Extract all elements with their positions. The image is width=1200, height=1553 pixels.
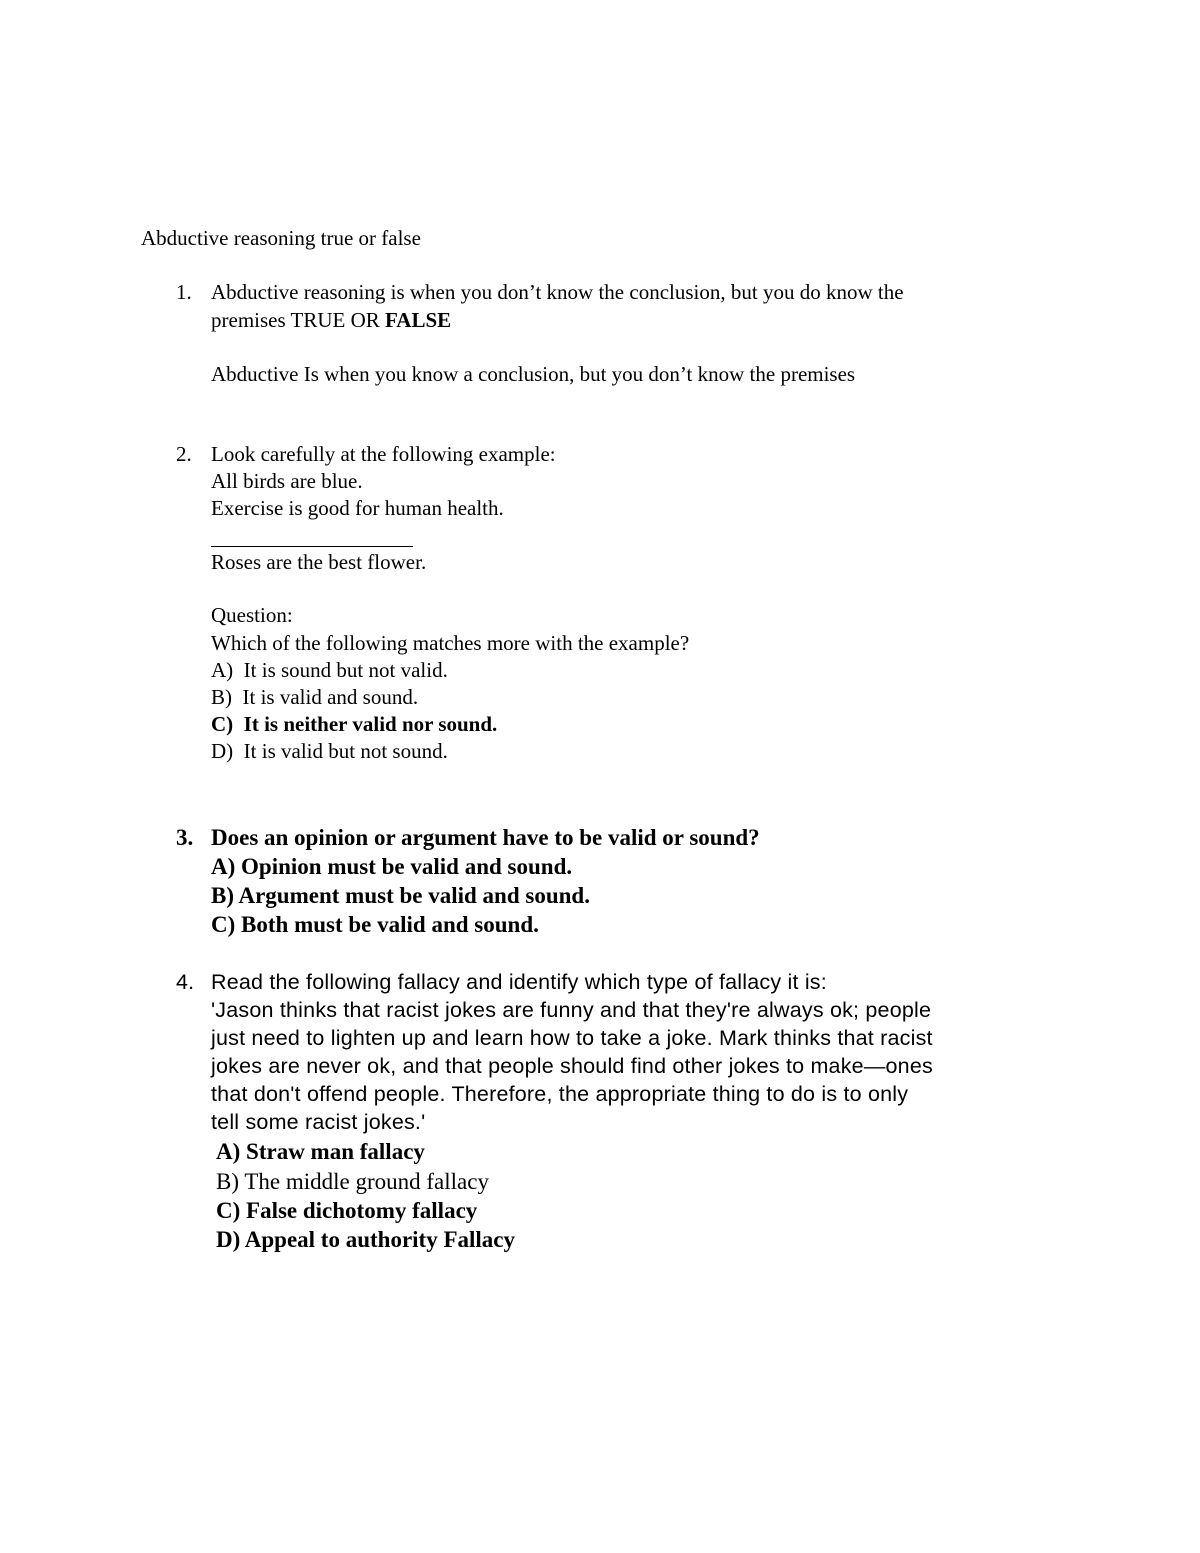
q1-text-prefix: premises TRUE OR bbox=[211, 308, 386, 332]
q1-number: 1. bbox=[176, 280, 192, 304]
q2-premise-2: Exercise is good for human health. bbox=[211, 496, 504, 520]
q2-option-d: D) It is valid but not sound. bbox=[211, 739, 448, 763]
q4-option-a: A) Straw man fallacy bbox=[216, 1139, 425, 1164]
q1-text-line1: Abductive reasoning is when you don’t know the conclusion, but you do know the bbox=[211, 280, 904, 304]
q3-option-a: A) Opinion must be valid and sound. bbox=[211, 854, 573, 879]
q2-question: Which of the following matches more with the example? bbox=[211, 631, 690, 655]
q1-explanation: Abductive Is when you know a conclusion, but you don’t know the premises bbox=[211, 362, 856, 386]
q3-number: 3. bbox=[176, 825, 194, 850]
q4-option-c: C) False dichotomy fallacy bbox=[216, 1198, 478, 1223]
q1-answer: FALSE bbox=[385, 308, 452, 332]
q2-conclusion: Roses are the best flower. bbox=[211, 550, 427, 574]
q2-intro: Look carefully at the following example: bbox=[211, 442, 556, 466]
q4-line-4: jokes are never ok, and that people should find other jokes to make—ones bbox=[211, 1054, 933, 1078]
q2-option-b: B) It is valid and sound. bbox=[211, 685, 419, 709]
conclusion-divider bbox=[211, 546, 413, 547]
q2-option-c: C) It is neither valid nor sound. bbox=[211, 712, 498, 736]
q3-option-c: C) Both must be valid and sound. bbox=[211, 912, 539, 937]
q3-option-b: B) Argument must be valid and sound. bbox=[211, 883, 590, 908]
q4-line-6: tell some racist jokes.' bbox=[211, 1110, 426, 1134]
q3-question: Does an opinion or argument have to be valid or sound? bbox=[211, 825, 760, 850]
q4-line-2: 'Jason thinks that racist jokes are funny and that they're always ok; people bbox=[211, 998, 932, 1022]
q4-option-b: B) The middle ground fallacy bbox=[216, 1169, 489, 1194]
q4-line-1: Read the following fallacy and identify which type of fallacy it is: bbox=[211, 970, 827, 994]
q4-line-5: that don't offend people. Therefore, the appropriate thing to do is to only bbox=[211, 1082, 909, 1106]
q2-option-a: A) It is sound but not valid. bbox=[211, 658, 448, 682]
q2-number: 2. bbox=[176, 442, 192, 466]
q1-text-line2 bbox=[211, 310, 451, 331]
document-title: Abductive reasoning true or false bbox=[141, 226, 421, 250]
q4-number: 4. bbox=[176, 970, 195, 994]
q2-premise-1: All birds are blue. bbox=[211, 469, 363, 493]
q4-option-d: D) Appeal to authority Fallacy bbox=[216, 1227, 516, 1252]
q2-question-label: Question: bbox=[211, 603, 293, 627]
q4-line-3: just need to lighten up and learn how to take a joke. Mark thinks that racist bbox=[211, 1026, 933, 1050]
